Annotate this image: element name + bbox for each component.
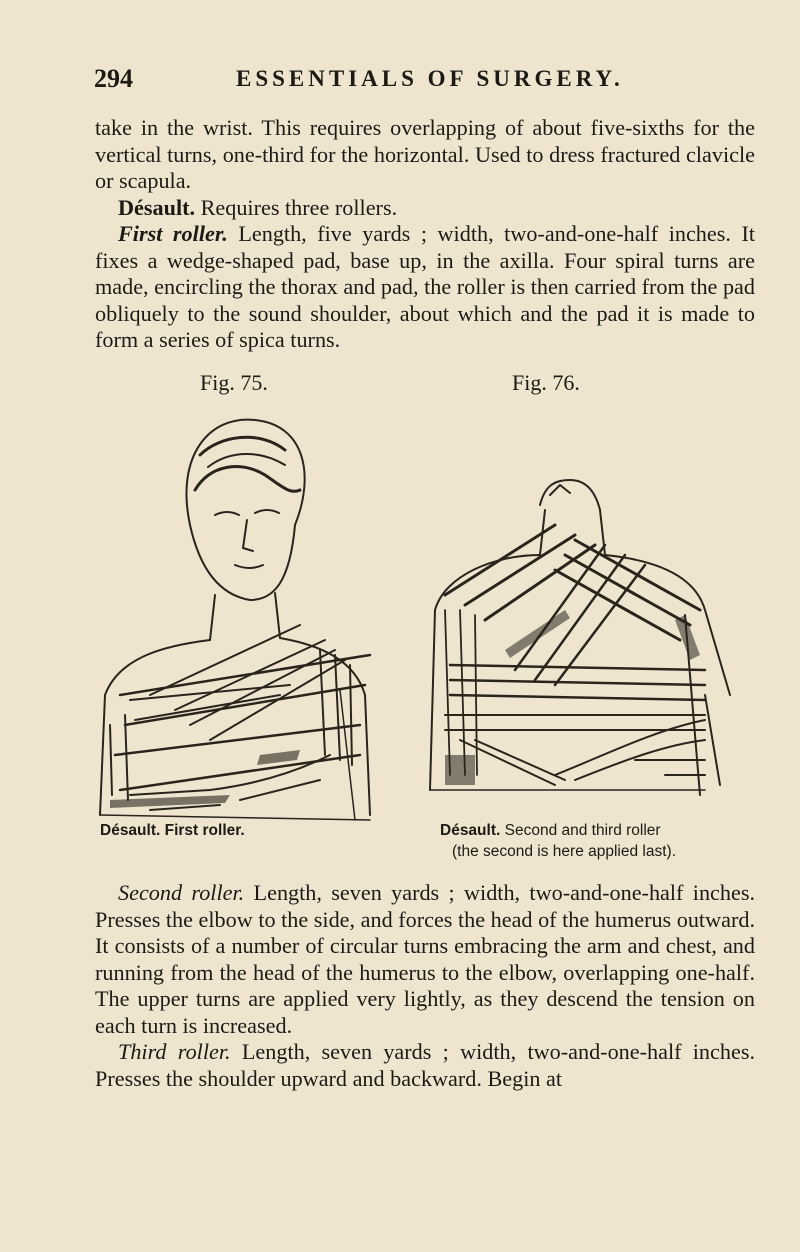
fig-75-caption-text: First roller. [160, 822, 245, 839]
page-header [94, 64, 754, 94]
second-roller-heading: Second roller. [118, 880, 245, 905]
paragraph-third-roller [95, 1039, 755, 1092]
fig-75-illustration [90, 395, 380, 825]
fig-76-label: Fig. 76. [512, 370, 580, 395]
running-head: ESSENTIALS OF SURGERY. [236, 66, 624, 91]
desault-text: Requires three rollers. [195, 194, 398, 220]
head-outline [186, 420, 304, 525]
fig-76-illustration [405, 395, 735, 825]
third-roller-text: Length, seven yards ; width, two-and-one-half inches. Presses the shoulder upward and backward. Begin at [95, 1039, 755, 1091]
first-roller-text: Length, five yards ; width, two-and-one-half inches. It fixes a wedge-shaped pad, base up, in the axilla. Four spiral turns are made, encircling the thorax and pad, the roller is then carried from the pad obliquely to the sound shoulder, about which and the pad it is made to form a series of spica turns. [95, 221, 755, 352]
second-roller-text: Length, seven yards ; width, two-and-one-half inches. Presses the elbow to the side, and forces the head of the humerus outward. It consists of a number of circular turns embracing the arm and chest, and running from the head of the humerus to the elbow, overlapping one-half. The upper turns are applied very lightly, as they descend the tension on each turn is increased. [95, 880, 756, 1038]
text-block-bottom [95, 880, 755, 1092]
fig-75-label: Fig. 75. [200, 370, 268, 395]
third-roller-heading: Third roller. [118, 1039, 231, 1064]
fig-76-caption [440, 822, 661, 840]
page-number: 294 [94, 64, 133, 93]
paragraph-desault [95, 195, 755, 222]
fig-76-caption-lead: Désault. [440, 822, 501, 839]
desault-heading: Désault. [118, 194, 196, 220]
fig-76-caption-text: Second and third roller [500, 822, 661, 839]
fig-75-caption [100, 822, 245, 840]
paragraph-continuation: take in the wrist. This requires overlapping of about five-sixths for the vertical turns, one-third for the horizontal. Used to dress fractured clavicle or scapula. [95, 115, 755, 193]
paragraph-first-roller [95, 221, 755, 354]
fig-76-caption-line2: (the second is here applied last). [452, 843, 677, 860]
text-block-top [95, 115, 755, 354]
fig-75-caption-lead: Désault. [100, 822, 161, 839]
first-roller-heading: First roller. [118, 221, 228, 246]
paragraph-second-roller [95, 880, 755, 1039]
